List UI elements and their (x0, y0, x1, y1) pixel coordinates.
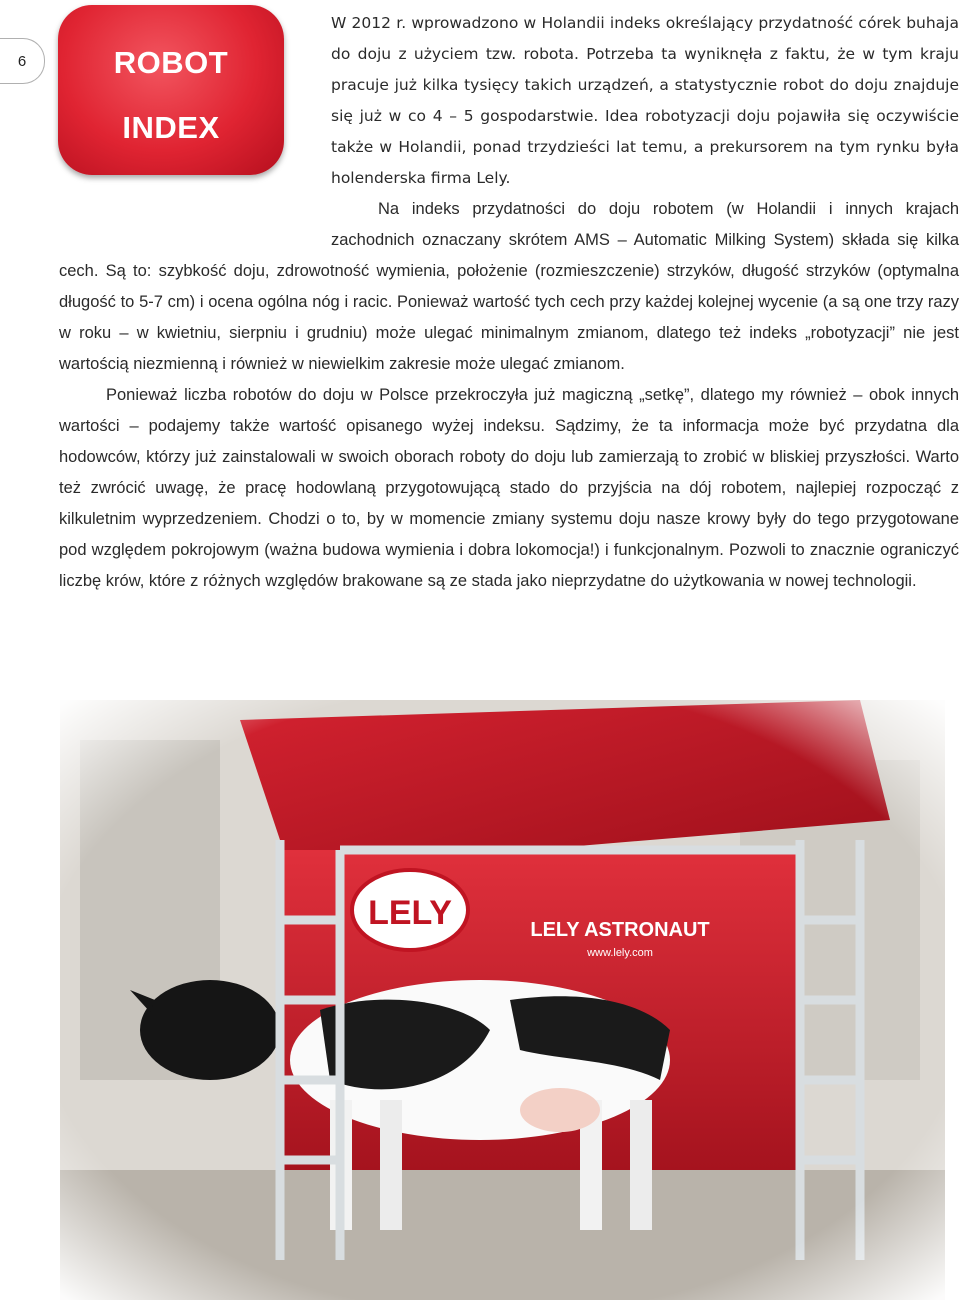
article-paragraph-3: Ponieważ liczba robotów do doju w Polsce przekroczyła już magiczną „setkę”, dlatego my również – obok innych wartości – podajemy także wartość opisanego wyżej indeksu. Sądzimy, że ta informacja może być przydatna dla hodowców, którzy już zainstalowali w swoich oborach roboty do doju lub zamierzają to zrobić w bliskiej przyszłości. Warto też zwrócić uwagę, że pracę hodowlaną przygotowującą stado do przyjścia na dój robotem, najlepiej rozpocząć z kilkuletnim wyprzedzeniem. Chodzi o to, by w momencie zmiany systemu doju nasze krowy były do tego przygotowane pod względem pokrojowym (ważna budowa wymienia i dobra lokomocja!) i funkcjonalnym. Pozwoli to znacznie ograniczyć liczbę krów, które z różnych względów brakowane są ze stada jako nieprzydatne do użytkowania w nowej technologii. (59, 386, 959, 590)
badge-title-line1: ROBOT (113, 45, 229, 80)
badge-title-line2: INDEX (122, 110, 220, 145)
article-body (59, 8, 959, 597)
page-number: 6 (0, 38, 45, 84)
article-paragraph-2: Na indeks przydatności do doju robotem (w Holandii i innych krajach zachodnich oznaczany skrótem AMS – Automatic Milking System) składa się kilka cech. Są to: szybkość doju, zdrowotność wymienia, położenie (rozmieszczenie) strzyków, długość strzyków (optymalna długość to 5-7 cm) i ocena ogólna nóg i racic. Ponieważ wartość tych cech przy każdej kolejnej wycenie (a są one trzy razy w roku – w kwietniu, sierpniu i grudniu) może ulegać minimalnym zmianom, dlatego też indeks „robotyzacji” nie jest wartością niezmienną i również w niewielkim zakresie może ulegać zmianom. (59, 200, 959, 373)
article-paragraph-1: W 2012 r. wprowadzono w Holandii indeks określający przydatność córek buhaja do doju z użyciem tzw. robota. Potrzeba ta wyniknęła z faktu, że w tym kraju pracuje już kilka tysięcy takich urządzeń, a statystycznie robot do doju znajduje się już w co 4 – 5 gospodarstwie. Idea robotyzacji doju pojawiła się oczywiście także w Holandii, ponad trzydzieści lat temu, a prekursorem na tym rynku była holenderska firma Lely. (331, 14, 959, 187)
lely-astronaut-photo (60, 700, 945, 1300)
badge-float-spacer (59, 8, 331, 256)
